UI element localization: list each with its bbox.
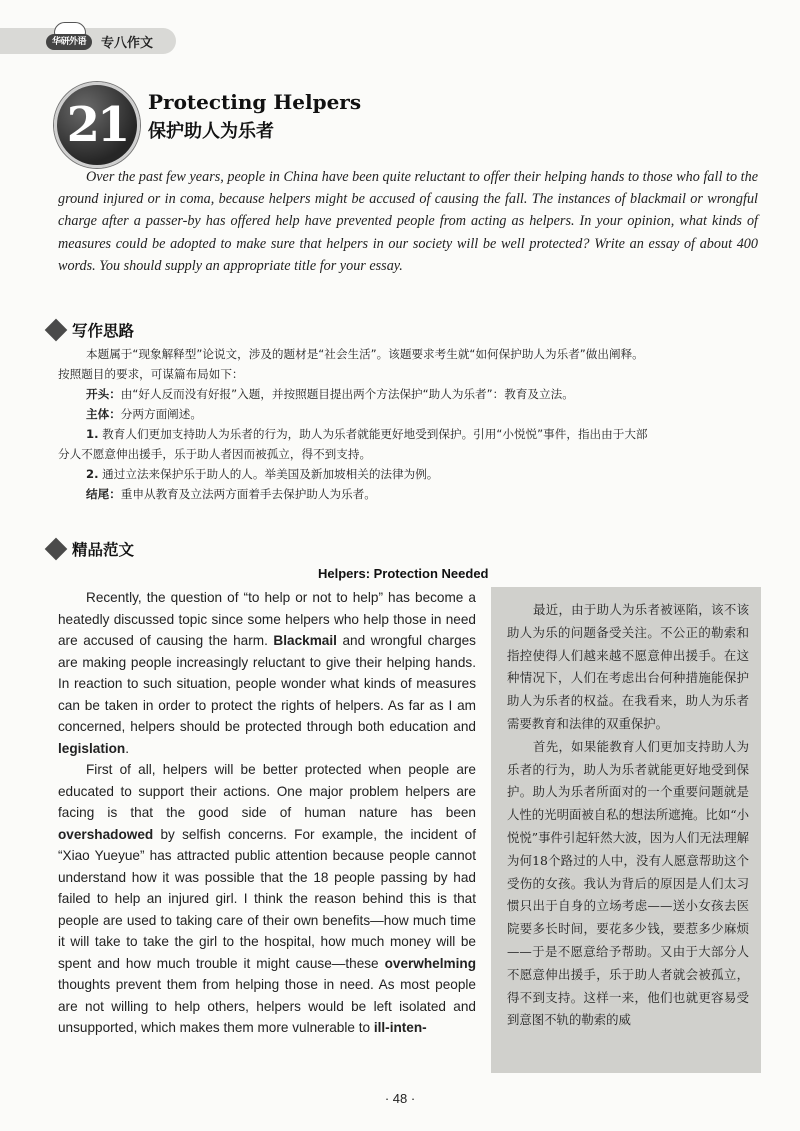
section-label: 精品范文 <box>72 541 135 559</box>
essay-title: Helpers: Protection Needed <box>318 566 489 581</box>
body-text: 分两方面阐述。 <box>120 407 202 421</box>
outline-ending <box>58 484 762 504</box>
publisher-logo <box>46 22 92 52</box>
title-english: Protecting Helpers <box>148 90 362 114</box>
outline-point-1 <box>58 424 762 444</box>
essay-body <box>58 587 476 1039</box>
outline-point-1-cont: 分人不愿意伸出援手，乐于助人者因而被孤立，得不到支持。 <box>58 447 372 461</box>
point-text: 教育人们更加支持助人为乐者的行为，助人为乐者就能更好地受到保护。引用“小悦悦”事件，指出由于大部 <box>102 427 648 441</box>
opening-text: 由“好人反而没有好报”入题，并按照题目提出两个方法保护“助人为乐者”：教育及立法。 <box>120 387 574 401</box>
translation-paragraph-2: 首先，如果能教育人们更加支持助人为乐者的行为，助人为乐者就能更好地受到保护。助人为乐者所面对的一个重要问题就是人性的光明面被自私的想法所遮掩。比如“小悦悦”事件引起轩然大波，因为人们无法理解为何18个路过的人中，没有人愿意帮助这个受伤的女孩。我认为背后的原因是人们太习惯只出于自身的立场考虑——送小女孩去医院要多长时间，要花多少钱，要惹多少麻烦——于是不愿意给予帮助。又由于大部分人不愿意伸出援手，乐于助人者就会被孤立，得不到支持。这样一来，他们也就更容易受到意图不轨的勒索的威 <box>507 738 749 1028</box>
outline-intro-line: 按照题目的要求，可谋篇布局如下： <box>58 367 244 381</box>
essay-paragraph-2 <box>58 759 476 1039</box>
essay-text: First of all, helpers will be better protected when people are educated to support their actions. One major problem helpers are facing is that the good side of human nature has been <box>58 762 476 820</box>
body-label: 主体： <box>86 407 121 421</box>
point-number: 2. <box>86 467 99 481</box>
outline-intro-line: 本题属于“现象解释型”论说文，涉及的题材是“社会生活”。该题要求考生就“如何保护助人为乐者”做出阐释。 <box>86 347 644 361</box>
topic-number-badge <box>54 82 140 168</box>
essay-paragraph-1 <box>58 587 476 759</box>
translation-box <box>491 587 761 1073</box>
prompt-text: Over the past few years, people in China have been quite reluctant to offer their helping hands to those who fall to the ground injured or in coma, because helpers might be accused of causing the fall. The instances of blackmail or wrongful charge after a passer-by has offered help have prevented people from acting as helpers. In your opinion, what kinds of measures could be adopted to make sure that helpers in our society will be well protected? Write an essay of about 400 words. You should supply an appropriate title for your essay. <box>58 169 758 274</box>
essay-text: thoughts prevent them from helping those in need. As most people are not willing to help others, helpers would be left isolated and unsupported, which makes them more vulnerable to <box>58 977 476 1035</box>
ending-text: 重申从教育及立法两方面着手去保护助人为乐者。 <box>120 487 376 501</box>
translation-paragraph-1: 最近，由于助人为乐者被诬陷，该不该助人为乐的问题备受关注。不公正的勒索和指控使得人们越来越不愿意伸出援手。在这种情况下，人们在考虑出台何种措施能保护助人为乐者的权益。在我看来，助人为乐者需要教育和法律的双重保护。 <box>507 602 749 731</box>
vocab-highlight: overwhelming <box>384 955 476 971</box>
essay-text: and wrongful charges are making people increasingly reluctant to give their helping hands. In reaction to such situation, people wonder what kinds of measures can be taken in order to protect the rights of helpers. As far as I am concerned, helpers should be protected through both education and <box>58 633 476 734</box>
topic-number: 21 <box>66 97 128 153</box>
section-heading-sample <box>48 538 134 560</box>
outline-opening <box>58 384 762 404</box>
diamond-icon <box>45 538 68 561</box>
opening-label: 开头： <box>86 387 121 401</box>
diamond-icon <box>45 319 68 342</box>
section-heading-outline <box>48 319 134 341</box>
essay-text: by selfish concerns. For example, the incident of “Xiao Yueyue” has attracted public attention because people cannot understand how it was possible that the 18 people passing by had failed to help an injured girl. I think the reason behind this is that people are used to taking care of their own benefits—how much time it will take to take the girl to the hospital, how much money will be spent and how much trouble it might cause—these <box>58 826 476 971</box>
section-label: 写作思路 <box>72 322 135 340</box>
title-chinese: 保护助人为乐者 <box>148 121 274 142</box>
outline-point-2 <box>58 464 762 484</box>
point-text: 通过立法来保护乐于助人的人。举美国及新加坡相关的法律为例。 <box>102 467 439 481</box>
essay-text: . <box>125 740 130 756</box>
essay-prompt <box>58 166 758 277</box>
vocab-highlight: Blackmail <box>273 633 337 648</box>
ending-label: 结尾： <box>86 487 121 501</box>
essay-text: Recently, the question of “to help or not to help” has become a heatedly discussed topic since some helpers who help those in need are accused of causing the harm. <box>58 590 476 648</box>
vocab-highlight: ill-inten- <box>373 1020 427 1035</box>
page-number: · 48 · <box>384 1091 416 1106</box>
point-number: 1. <box>86 427 99 441</box>
vocab-highlight: overshadowed <box>58 826 154 842</box>
logo-text: 华研外语 <box>46 34 92 50</box>
outline-block <box>58 344 762 504</box>
vocab-highlight: legislation <box>58 740 126 756</box>
outline-body <box>58 404 762 424</box>
series-label: 专八作文 <box>101 36 154 51</box>
